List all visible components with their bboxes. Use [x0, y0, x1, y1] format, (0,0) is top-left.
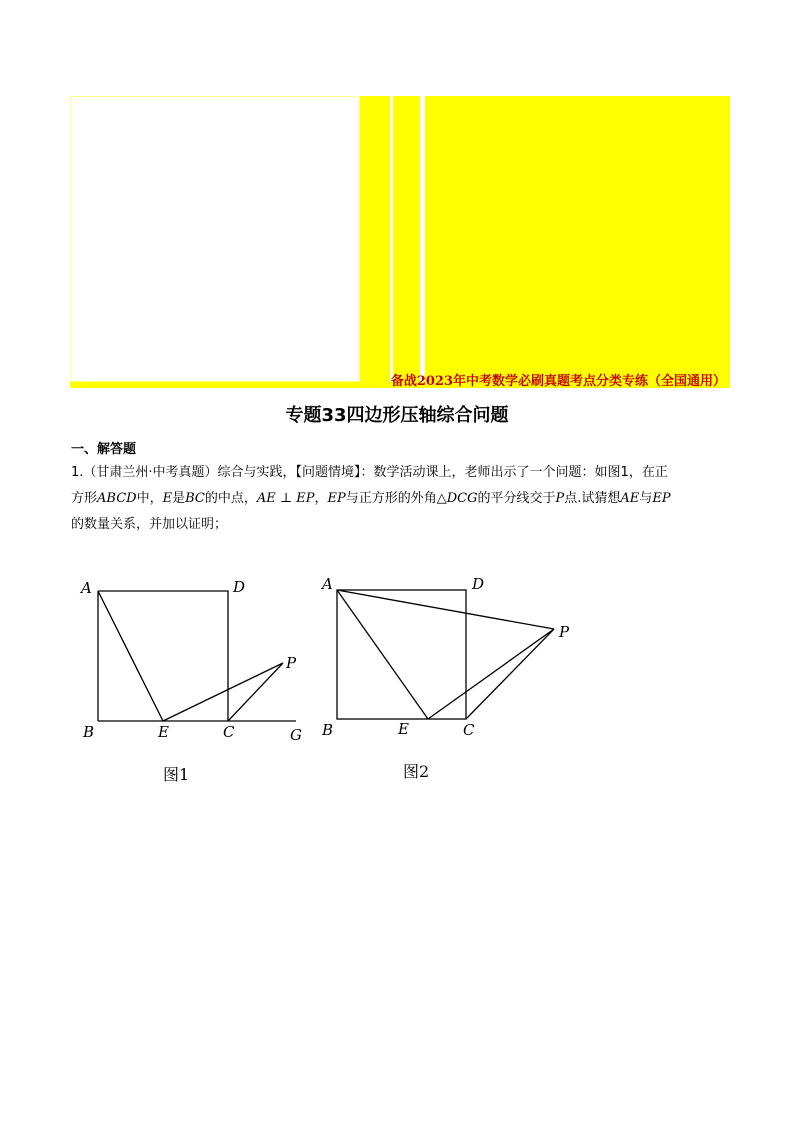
math-symbol: AE ⊥ EP: [256, 491, 315, 506]
label-C: C: [223, 723, 235, 741]
label-B: B: [322, 721, 334, 739]
figure-1-caption: 图1: [163, 765, 190, 784]
problem-text-run: ，: [314, 491, 328, 506]
problem-text-run: 综合与实践，【问题情境】：数学活动课上，老师出示了一个问题：如图1，在正: [217, 465, 668, 480]
math-symbol: P: [555, 491, 565, 506]
label-D: D: [472, 575, 485, 593]
segment-EP: [428, 629, 554, 719]
banner-stripe: [360, 96, 390, 388]
figure-1: [70, 568, 320, 752]
math-symbol: BC: [185, 491, 205, 506]
math-symbol: ABCD: [97, 491, 137, 506]
problem-text-run: 的中点，: [204, 491, 257, 506]
label-P: P: [559, 623, 570, 641]
math-symbol: EP: [327, 491, 346, 506]
page-title: 专题33四边形压轴综合问题: [285, 405, 509, 426]
banner-panel: [425, 96, 730, 388]
cover-banner: [70, 96, 730, 388]
segment-AE: [98, 591, 163, 721]
section-heading: 一、解答题: [71, 442, 137, 457]
problem-line-2: [71, 486, 723, 512]
figure-2: [310, 568, 580, 752]
math-symbol: EP: [652, 491, 671, 506]
label-E: E: [398, 720, 409, 738]
math-symbol: AE: [620, 491, 640, 506]
label-P: P: [286, 654, 297, 672]
segment-CP: [466, 629, 554, 719]
segment-EP: [163, 663, 283, 721]
problem-text-run: 与正方形的外角△: [345, 491, 447, 506]
problem-text-run: 中，: [136, 491, 163, 506]
label-G: G: [290, 726, 302, 744]
problem-line-3: 的数量关系，并加以证明；: [71, 517, 228, 532]
math-symbol: E: [162, 491, 173, 506]
problem-line-1: [71, 460, 723, 486]
problem-number: 1.: [71, 465, 84, 480]
banner-white-pane: [70, 96, 359, 382]
figure-2-caption: 图2: [403, 762, 430, 781]
segment-CP: [228, 663, 283, 721]
figure-2-diagram: [310, 568, 580, 748]
segment-AE: [337, 590, 428, 719]
square-top-right-sides: [98, 591, 228, 721]
math-symbol: DCG: [446, 491, 478, 506]
figure-1-diagram: [70, 568, 320, 748]
problem-text-run: 点.试猜想: [564, 491, 621, 506]
label-A: A: [322, 575, 333, 593]
problem-text-run: 的平分线交于: [477, 491, 556, 506]
banner-stripe: [393, 96, 420, 388]
problem-text-run: 是: [172, 491, 186, 506]
problem-source: （甘肃兰州·中考真题）: [83, 465, 218, 480]
segment-AP: [337, 590, 554, 629]
label-C: C: [463, 721, 475, 739]
label-D: D: [233, 578, 246, 596]
problem-text-run: 与: [639, 491, 653, 506]
problem-text-run: 方形: [71, 491, 98, 506]
label-E: E: [158, 723, 169, 741]
label-B: B: [83, 723, 95, 741]
problem-text: [71, 460, 723, 538]
series-title: 备战2023年中考数学必刷真题考点分类专练（全国通用）: [390, 374, 726, 389]
label-A: A: [81, 579, 92, 597]
